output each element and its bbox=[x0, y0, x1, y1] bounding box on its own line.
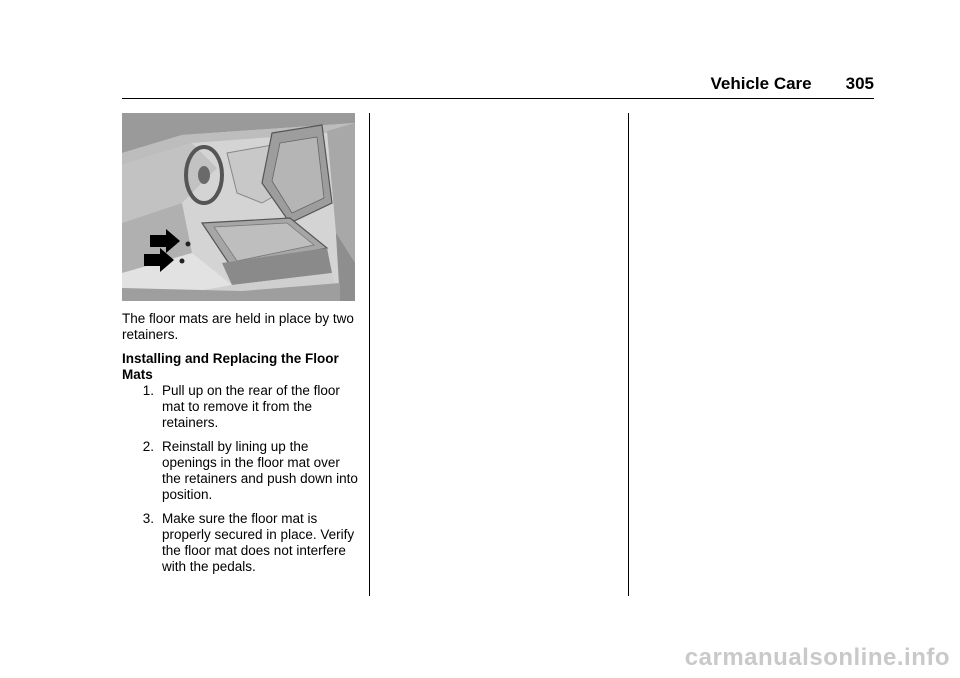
steps-list bbox=[122, 383, 362, 575]
step-number: 3. bbox=[142, 511, 154, 526]
step-number: 1. bbox=[142, 383, 154, 398]
list-item bbox=[122, 511, 362, 575]
car-interior-drawing bbox=[122, 113, 355, 301]
column-divider-1 bbox=[369, 113, 370, 596]
list-item bbox=[122, 383, 362, 431]
step-text: Reinstall by lining up the openings in the floor mat over the retainers and push down into position. bbox=[162, 439, 358, 502]
header-rule bbox=[122, 98, 874, 99]
page-number: 305 bbox=[845, 74, 874, 93]
floor-mat-illustration bbox=[122, 113, 355, 301]
page-header bbox=[122, 70, 874, 98]
step-number: 2. bbox=[142, 439, 154, 454]
list-item bbox=[122, 439, 362, 503]
intro-paragraph: The floor mats are held in place by two retainers. bbox=[122, 311, 354, 342]
body-text bbox=[122, 311, 362, 583]
step-text: Make sure the floor mat is properly secured in place. Verify the floor mat does not interfere with the pedals. bbox=[162, 511, 355, 574]
step-text: Pull up on the rear of the floor mat to remove it from the retainers. bbox=[162, 383, 340, 430]
column-divider-2 bbox=[628, 113, 629, 596]
watermark: carmanualsonline.info bbox=[684, 644, 950, 671]
section-title: Vehicle Care bbox=[710, 74, 812, 93]
subheading: Installing and Replacing the Floor Mats bbox=[122, 351, 339, 382]
